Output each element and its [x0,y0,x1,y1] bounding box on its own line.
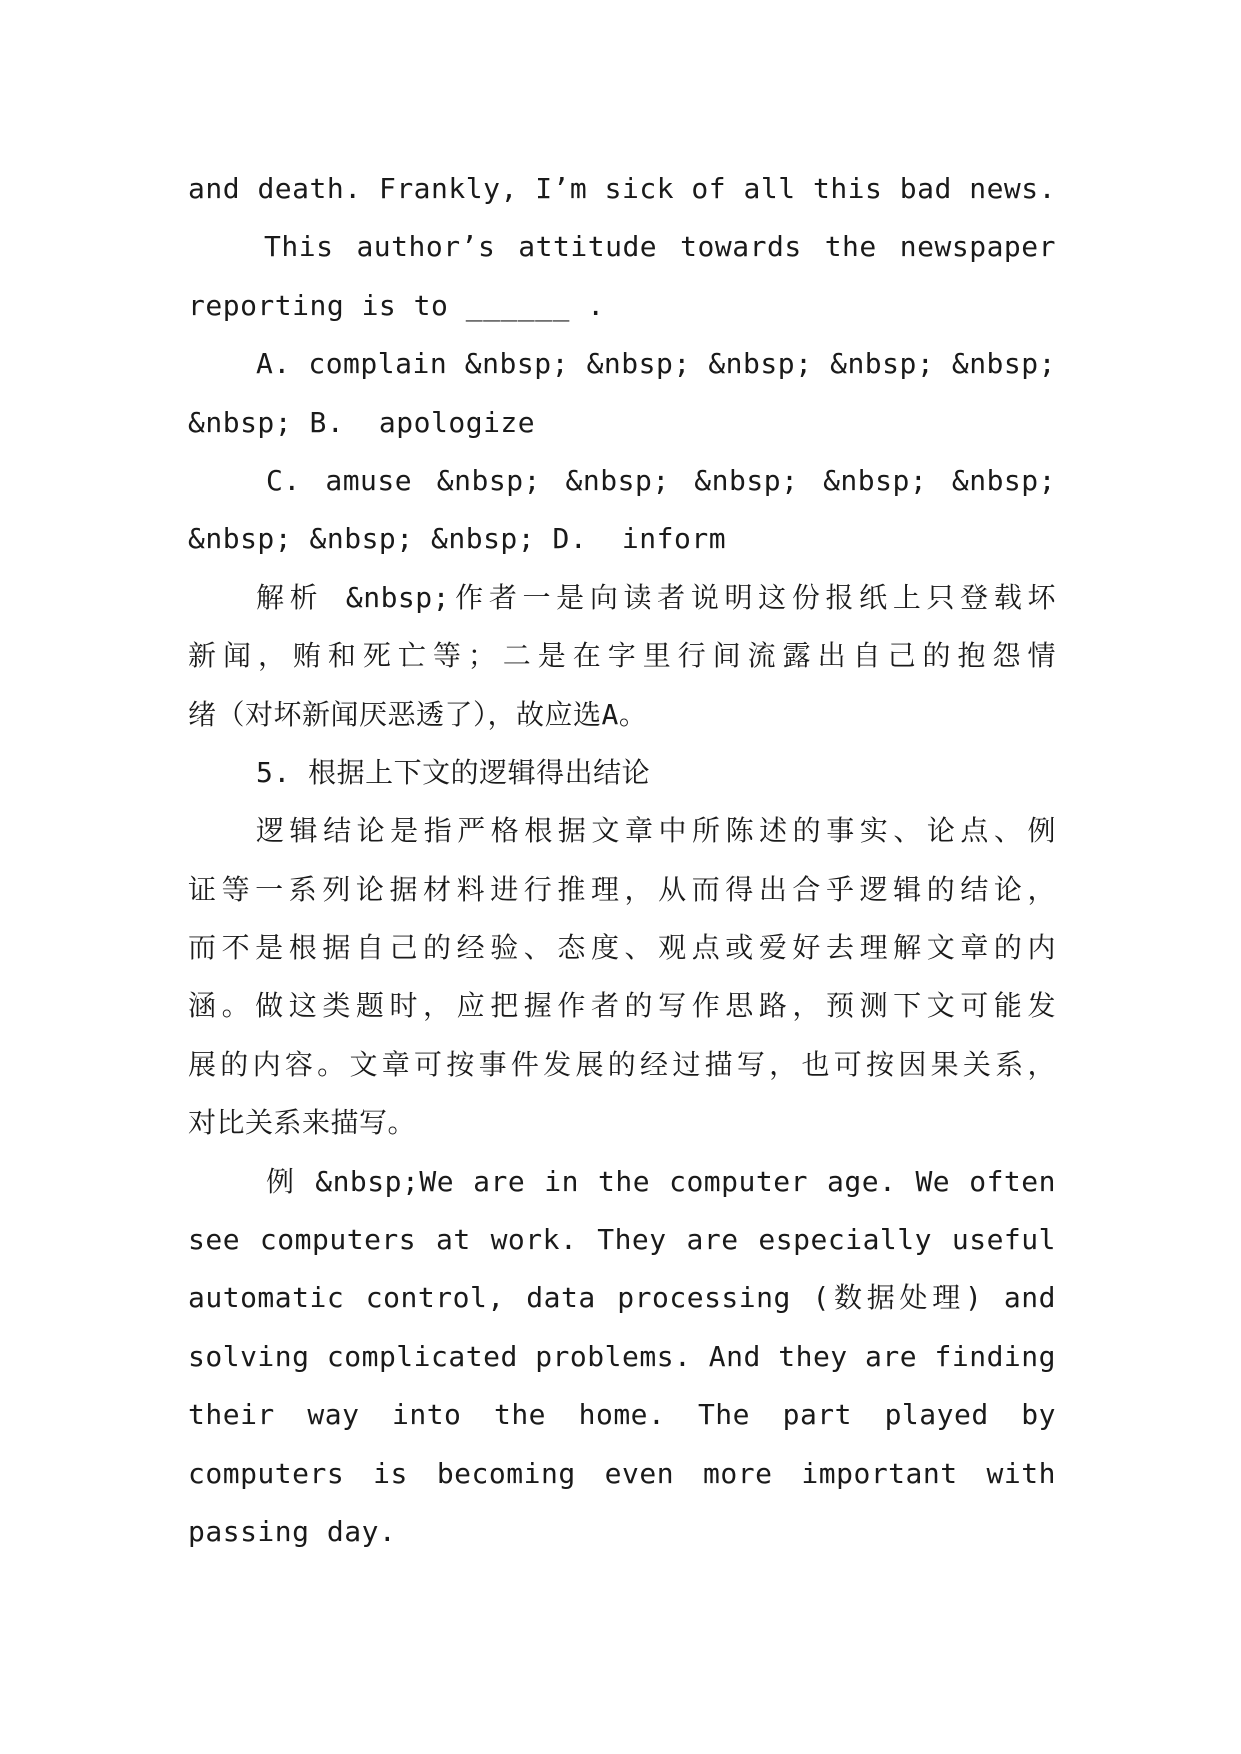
analysis-line-2: 新闻，贿和死亡等；二是在字里行间流露出自己的抱怨情 [188,639,1056,673]
option-d-line: &nbsp; &nbsp; &nbsp; D. inform [188,522,727,556]
paragraph-line-6: 对比关系来描写。 [188,1106,417,1140]
paragraph-line-3: 而不是根据自己的经验、态度、观点或爱好去理解文章的内 [188,931,1056,965]
paragraph-line-4: 涵。做这类题时，应把握作者的写作思路，预测下文可能发 [188,989,1056,1023]
paragraph-line-1: 逻辑结论是指严格根据文章中所陈述的事实、论点、例 [256,814,1056,848]
example-line-4: solving complicated problems. And they are finding [188,1339,1056,1373]
option-a-line: A. complain &nbsp; &nbsp; &nbsp; &nbsp; &nbsp; [256,347,1056,381]
example-line-7: passing day. [188,1514,397,1548]
option-b-line: &nbsp; B. apologize [188,405,536,439]
document-body [188,160,1056,1561]
example-line-6: computers is becoming even more important with [188,1456,1056,1490]
option-c-line: C. amuse &nbsp; &nbsp; &nbsp; &nbsp; &nbsp; [266,463,1056,497]
analysis-line-1: 解析 &nbsp;作者一是向读者说明这份报纸上只登载坏 [256,580,1056,614]
line-02: This author’s attitude towards the newspaper [264,230,1056,264]
line-03: reporting is to ______ . [188,288,605,322]
example-line-3: automatic control, data processing (数据处理) and [188,1281,1056,1315]
paragraph-line-5: 展的内容。文章可按事件发展的经过描写，也可按因果关系， [188,1047,1056,1081]
section-heading: 5. 根据上下文的逻辑得出结论 [256,755,651,789]
example-line-5: their way into the home. The part played by [188,1398,1056,1432]
analysis-line-3: 绪（对坏新闻厌恶透了），故应选A。 [188,697,648,731]
line-01: and death. Frankly, I’m sick of all this bad news. [188,172,1056,205]
paragraph-line-2: 证等一系列论据材料进行推理，从而得出合乎逻辑的结论， [188,872,1056,906]
example-line-1: 例 &nbsp;We are in the computer age. We often [266,1164,1056,1198]
example-line-2: see computers at work. They are especially useful [188,1223,1056,1257]
